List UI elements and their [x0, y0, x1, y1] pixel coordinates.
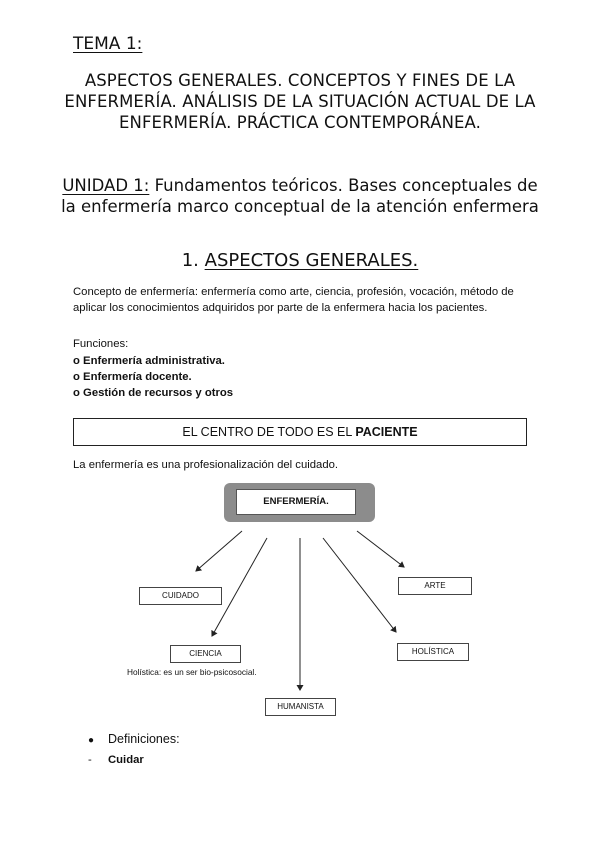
definiciones-item: [88, 732, 180, 746]
list-item: o Gestión de recursos y otros: [73, 387, 234, 399]
unidad-text: Fundamentos teóricos. Bases conceptuales de la enfermería marco conceptual de la atención enfermera: [61, 176, 539, 216]
cuidar-item: [88, 754, 144, 766]
concept-paragraph: Concepto de enfermería: enfermería como arte, ciencia, profesión, vocación, método de aplicar los conocimientos adquiridos por parte de la enfermera hacia los pacientes.: [73, 286, 514, 314]
cuidar-label: Cuidar: [108, 754, 144, 766]
definiciones-label: Definiciones:: [108, 732, 180, 746]
arrow-arte: [357, 531, 404, 567]
bullet-icon: ●: [88, 735, 95, 746]
document-title: ASPECTOS GENERALES. CONCEPTOS Y FINES DE LA ENFERMERÍA. ANÁLISIS DE LA SITUACIÓN ACTUAL DE LA ENFERMERÍA. PRÁCTICA CONTEMPORÁNEA.: [64, 71, 536, 132]
holistica-note: Holística: es un ser bio-psicosocial.: [127, 667, 257, 677]
node-humanista: HUMANISTA: [265, 698, 336, 716]
centro-emphasis: PACIENTE: [355, 425, 418, 439]
unidad-label: UNIDAD 1:: [62, 176, 150, 195]
intro-text: La enfermería es una profesionalización del cuidado.: [73, 459, 339, 471]
enfermeria-root-node: ENFERMERÍA.: [236, 489, 356, 515]
section-number: 1.: [181, 250, 205, 271]
list-item: o Enfermería docente.: [73, 371, 192, 383]
funciones-label: Funciones:: [73, 338, 129, 350]
dash-marker: -: [88, 754, 92, 766]
section-title-text: ASPECTOS GENERALES.: [204, 250, 419, 271]
node-holistica: HOLÍSTICA: [397, 643, 469, 661]
arrow-cuidado: [196, 531, 242, 571]
node-ciencia: CIENCIA: [170, 645, 241, 663]
node-cuidado: CUIDADO: [139, 587, 222, 605]
node-arte: ARTE: [398, 577, 472, 595]
tema-label: TEMA 1:: [73, 34, 143, 54]
centro-prefix: EL CENTRO DE TODO ES EL: [182, 425, 356, 439]
list-item: o Enfermería administrativa.: [73, 355, 225, 367]
